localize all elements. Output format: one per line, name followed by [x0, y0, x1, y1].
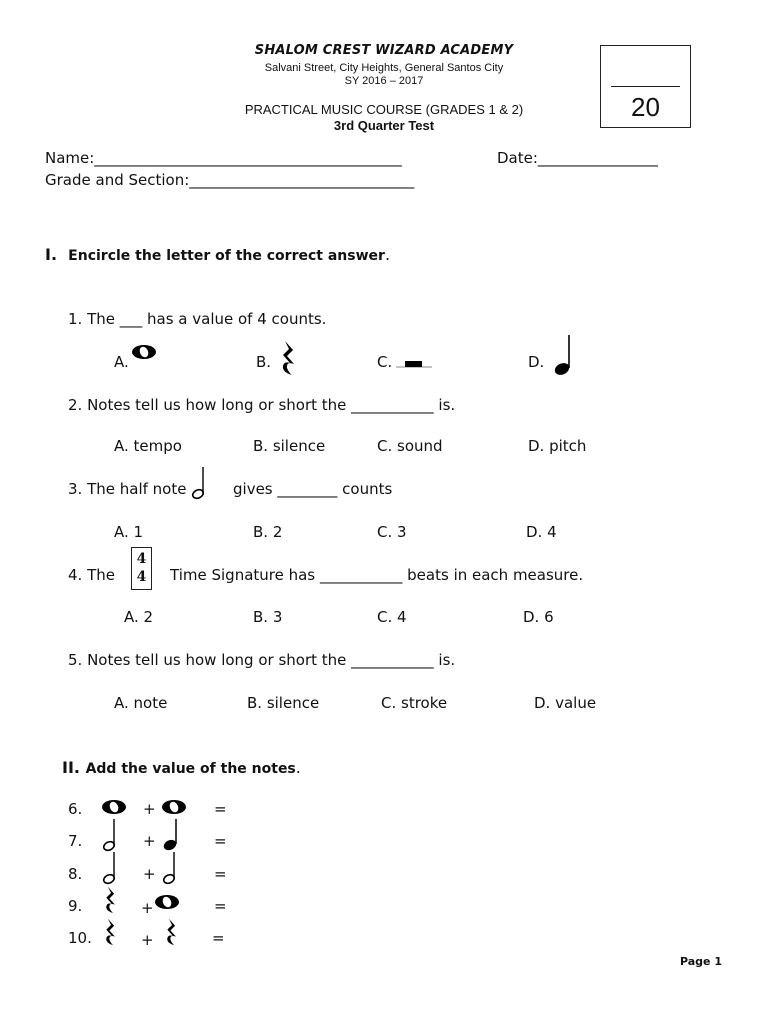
- q2-option-c: C. sound: [377, 437, 443, 455]
- quarter-note-icon: [553, 333, 573, 377]
- item-10-number: 10.: [68, 929, 92, 947]
- school-name: SHALOM CREST WIZARD ACADEMY: [254, 43, 514, 58]
- q1-option-b: B.: [256, 353, 272, 371]
- q1-option-c: C.: [377, 353, 393, 371]
- part2-heading: II. Add the value of the notes.: [62, 758, 301, 777]
- item-8-number: 8.: [68, 865, 83, 883]
- q2-option-d: D. pitch: [528, 437, 587, 455]
- q1-option-a: A.: [114, 353, 129, 371]
- equals-sign: =: [214, 897, 227, 915]
- plus-sign: +: [143, 800, 156, 818]
- whole-note-icon: [161, 799, 187, 815]
- whole-note-icon: [131, 344, 157, 360]
- school-year: SY 2016 – 2017: [344, 75, 424, 87]
- score-blank: [611, 86, 680, 87]
- page-number: Page 1: [679, 955, 722, 968]
- q5-option-d: D. value: [534, 694, 597, 712]
- q3-option-c: C. 3: [377, 523, 407, 541]
- plus-sign: +: [141, 931, 154, 949]
- half-note-icon: [101, 818, 117, 852]
- q3-option-b: B. 2: [253, 523, 283, 541]
- plus-sign: +: [141, 899, 154, 917]
- course-title: PRACTICAL MUSIC COURSE (GRADES 1 & 2): [244, 102, 524, 117]
- equals-sign: =: [214, 865, 227, 883]
- whole-note-icon: [101, 799, 127, 815]
- item-9-number: 9.: [68, 897, 83, 915]
- name-field: Name:_________________________________________: [45, 149, 402, 167]
- q5-option-b: B. silence: [247, 694, 320, 712]
- date-field: Date:________________: [497, 149, 658, 167]
- part2-numeral: II: [62, 758, 74, 777]
- item-6-number: 6.: [68, 800, 83, 818]
- q4-option-a: A. 2: [124, 608, 154, 626]
- time-signature-top: 4: [136, 551, 147, 567]
- part2-instruction: Add the value of the notes: [85, 761, 296, 777]
- q4-option-c: C. 4: [377, 608, 407, 626]
- question-3-end: gives ________ counts: [233, 480, 393, 498]
- plus-sign: +: [143, 865, 156, 883]
- grade-section-field: Grade and Section:______________________________: [45, 171, 415, 189]
- equals-sign: =: [214, 832, 227, 850]
- quarter-rest-icon: [104, 885, 118, 915]
- quarter-rest-icon: [165, 917, 179, 947]
- q4-option-b: B. 3: [253, 608, 283, 626]
- question-1: 1. The ___ has a value of 4 counts.: [68, 310, 327, 328]
- whole-note-icon: [154, 894, 180, 910]
- time-signature-bottom: 4: [136, 569, 147, 585]
- q1-option-d: D.: [528, 353, 545, 371]
- time-signature-box: [131, 547, 152, 590]
- quarter-note-icon: [161, 818, 179, 852]
- part1-numeral: I: [45, 245, 51, 264]
- part1-heading: I. Encircle the letter of the correct answer.: [45, 245, 391, 264]
- q4-option-d: D. 6: [523, 608, 554, 626]
- q2-option-a: A. tempo: [114, 437, 182, 455]
- question-5: 5. Notes tell us how long or short the ___________ is.: [68, 651, 456, 669]
- question-2: 2. Notes tell us how long or short the ___________ is.: [68, 396, 456, 414]
- equals-sign: =: [214, 800, 227, 818]
- question-3-start: 3. The half note: [68, 480, 187, 498]
- equals-sign: =: [212, 929, 225, 947]
- q2-option-b: B. silence: [253, 437, 326, 455]
- half-note-icon: [101, 851, 117, 885]
- item-7-number: 7.: [68, 832, 83, 850]
- school-address: Salvani Street, City Heights, General Santos City: [264, 62, 504, 74]
- half-note-icon: [161, 851, 177, 885]
- part1-instruction: Encircle the letter of the correct answer: [68, 248, 385, 264]
- test-title: 3rd Quarter Test: [333, 118, 435, 133]
- score-box: [600, 45, 691, 128]
- q3-option-a: A. 1: [114, 523, 144, 541]
- whole-rest-icon: [396, 356, 432, 370]
- question-4-end: Time Signature has ___________ beats in each measure.: [170, 566, 584, 584]
- question-4-start: 4. The: [68, 566, 115, 584]
- q5-option-a: A. note: [114, 694, 168, 712]
- plus-sign: +: [143, 832, 156, 850]
- quarter-rest-icon: [104, 917, 118, 947]
- half-note-icon: [190, 466, 206, 500]
- q3-option-d: D. 4: [526, 523, 557, 541]
- q5-option-c: C. stroke: [381, 694, 448, 712]
- score-total: 20: [631, 92, 660, 122]
- quarter-rest-icon: [280, 340, 298, 376]
